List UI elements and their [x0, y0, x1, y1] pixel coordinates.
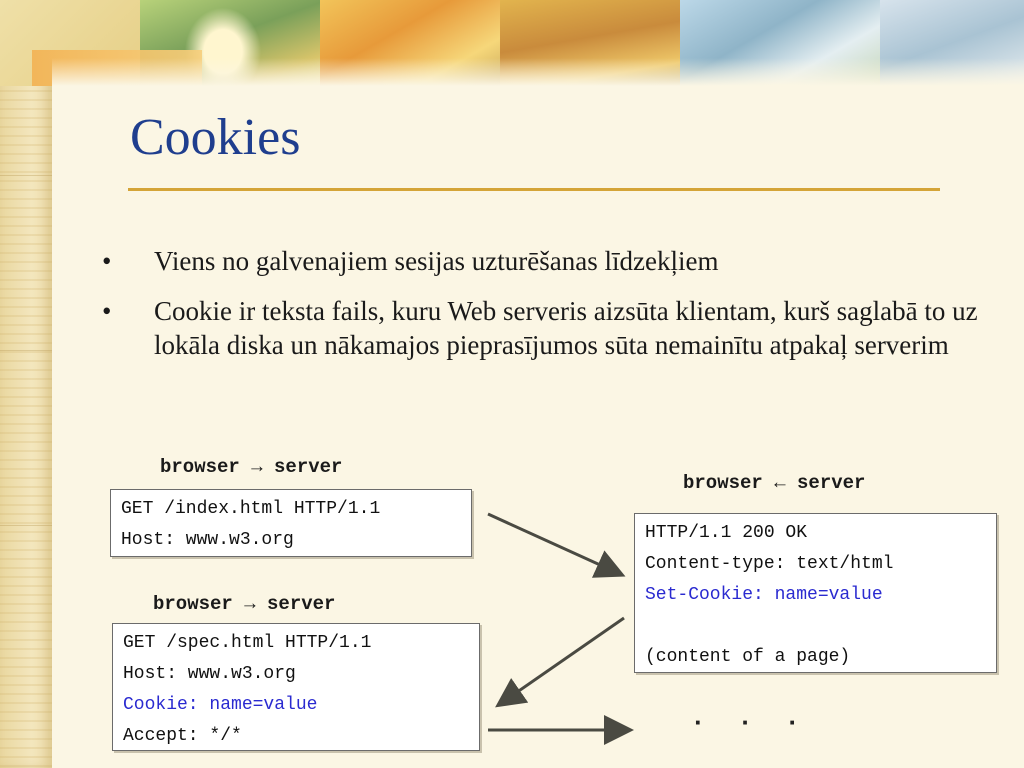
request2-line: Host: www.w3.org [123, 664, 296, 684]
cookie-line: Cookie: name=value [123, 695, 318, 715]
response-line: HTTP/1.1 200 OK [645, 523, 808, 543]
bullet-text: Cookie ir teksta fails, kuru Web serveris aizsūta klientam, kurš saglabā to uz lokāla diska un nākamajos pieprasījumos sūta nemainītu atpakaļ serverim [154, 296, 978, 360]
bullet-marker: • [102, 246, 112, 276]
response-line: (content of a page) [645, 647, 851, 667]
arrow-response-to-request2 [500, 618, 624, 704]
request2-line: GET /spec.html HTTP/1.1 [123, 633, 372, 653]
bullet-marker: • [102, 296, 112, 326]
response-line: Content-type: text/html [645, 554, 894, 574]
request2-caption: browser → server [153, 593, 336, 615]
continuation-ellipsis: · · · [690, 708, 809, 738]
bullet-text: Viens no galvenajiem sesijas uzturēšanas līdzekļiem [154, 246, 719, 276]
slide-title: Cookies [130, 109, 301, 166]
request2-line: Accept: */* [123, 726, 242, 746]
request1-caption: browser → server [160, 456, 343, 478]
request1-line: Host: www.w3.org [121, 530, 294, 550]
set-cookie-line: Set-Cookie: name=value [645, 585, 883, 605]
request1-line: GET /index.html HTTP/1.1 [121, 499, 381, 519]
arrow-request1-to-response [488, 514, 620, 574]
response-caption: browser ← server [683, 472, 866, 494]
